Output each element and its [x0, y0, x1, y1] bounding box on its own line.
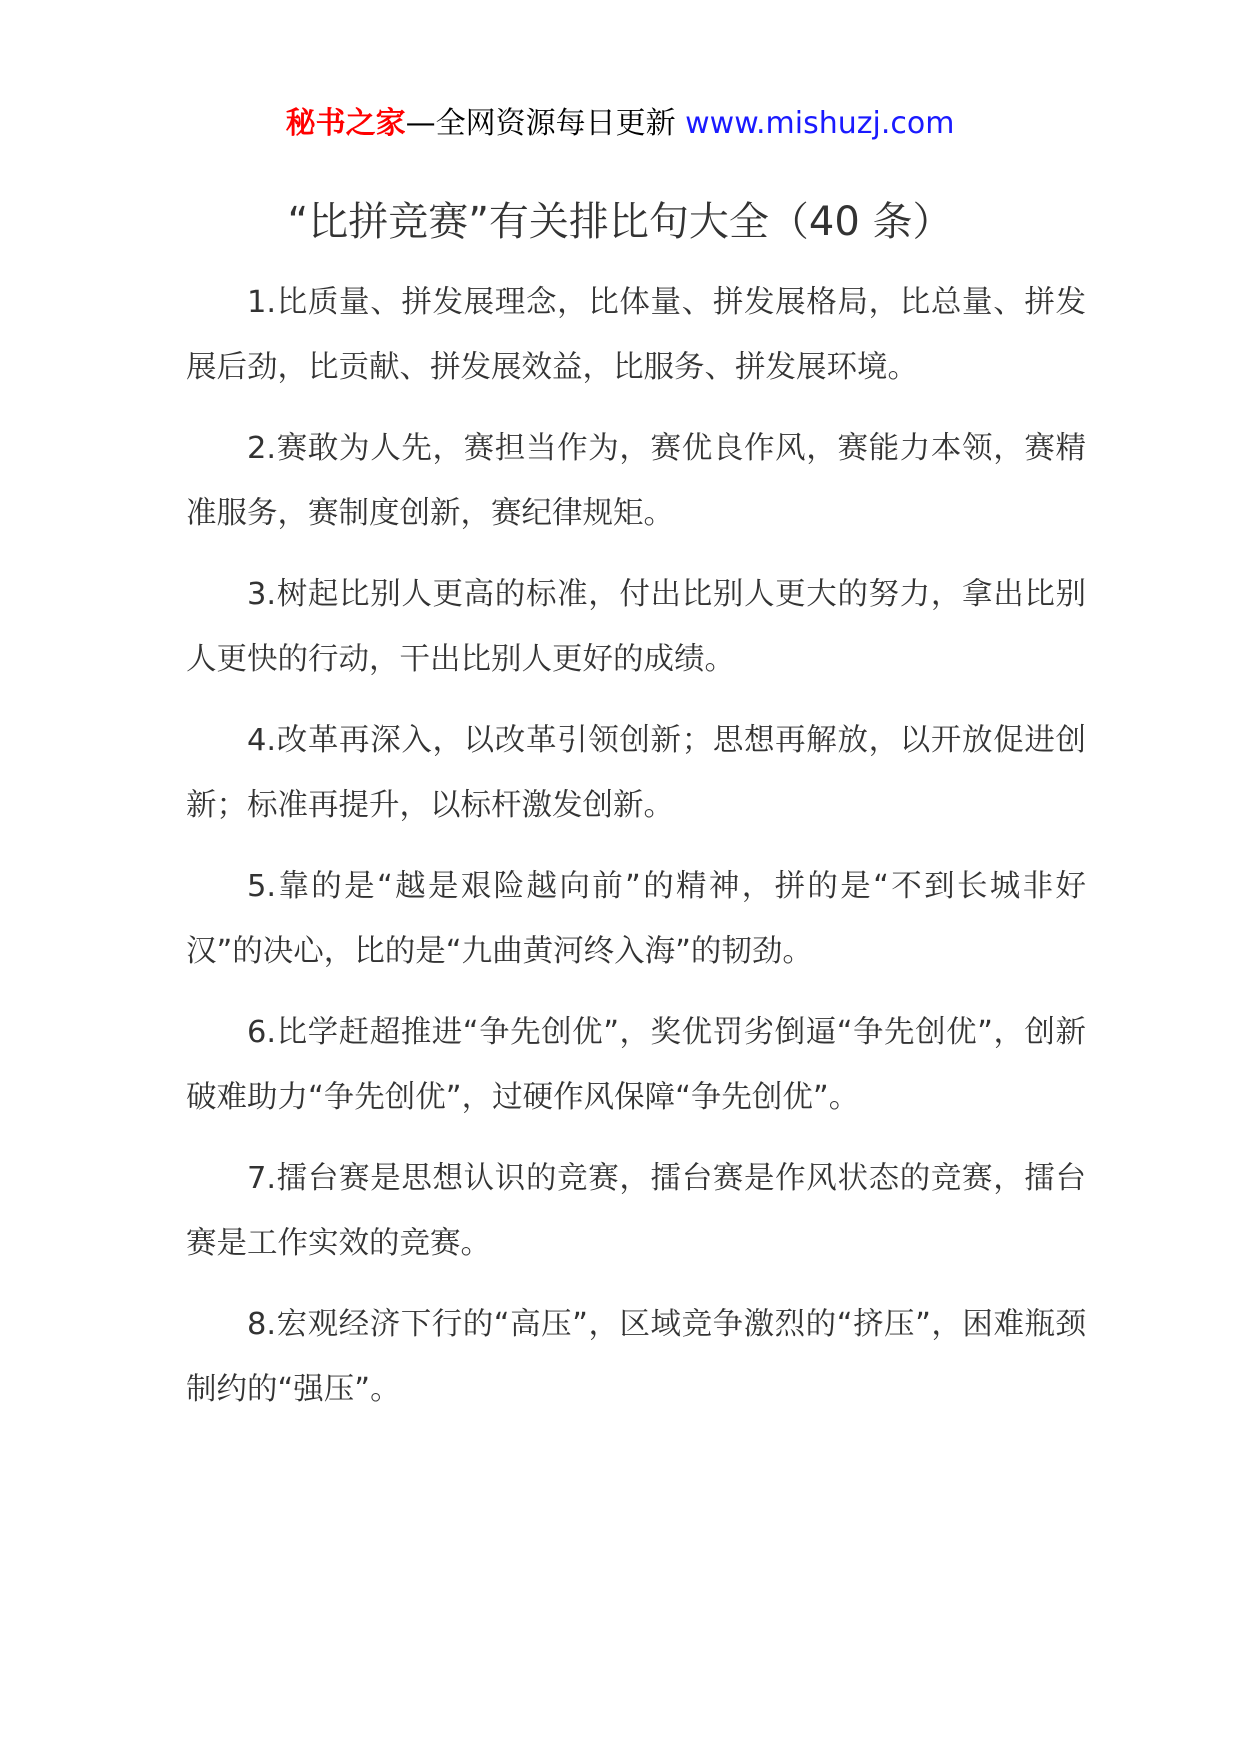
paragraph-3: 3.树起比别人更高的标准，付出比别人更大的努力，拿出比别人更快的行动，干出比别人更好的成绩。 — [186, 577, 1086, 677]
paragraph-2: 2.赛敢为人先，赛担当作为，赛优良作风，赛能力本领，赛精准服务，赛制度创新，赛纪律规矩。 — [186, 431, 1086, 531]
paragraph-7: 7.擂台赛是思想认识的竞赛，擂台赛是作风状态的竞赛，擂台赛是工作实效的竞赛。 — [186, 1161, 1086, 1261]
document-title: “比拼竞赛”有关排比句大全（40 条） — [287, 199, 953, 245]
document-body — [186, 270, 1086, 1438]
paragraph-1: 1.比质量、拼发展理念，比体量、拼发展格局，比总量、拼发展后劲，比贡献、拼发展效益，比服务、拼发展环境。 — [186, 285, 1086, 385]
site-tagline: —全网资源每日更新 — [405, 106, 686, 141]
site-header — [0, 104, 1240, 144]
paragraph-8: 8.宏观经济下行的“高压”，区域竞争激烈的“挤压”，困难瓶颈制约的“强压”。 — [186, 1307, 1086, 1407]
paragraph-5: 5.靠的是“越是艰险越向前”的精神，拼的是“不到长城非好汉”的决心，比的是“九曲黄河终入海”的韧劲。 — [186, 869, 1086, 969]
site-url-link[interactable]: www.mishuzj.com — [685, 106, 955, 141]
brand-name: 秘书之家 — [285, 106, 406, 141]
paragraph-4: 4.改革再深入，以改革引领创新；思想再解放，以开放促进创新；标准再提升，以标杆激发创新。 — [186, 723, 1086, 823]
paragraph-6: 6.比学赶超推进“争先创优”，奖优罚劣倒逼“争先创优”，创新破难助力“争先创优”，过硬作风保障“争先创优”。 — [186, 1015, 1086, 1115]
